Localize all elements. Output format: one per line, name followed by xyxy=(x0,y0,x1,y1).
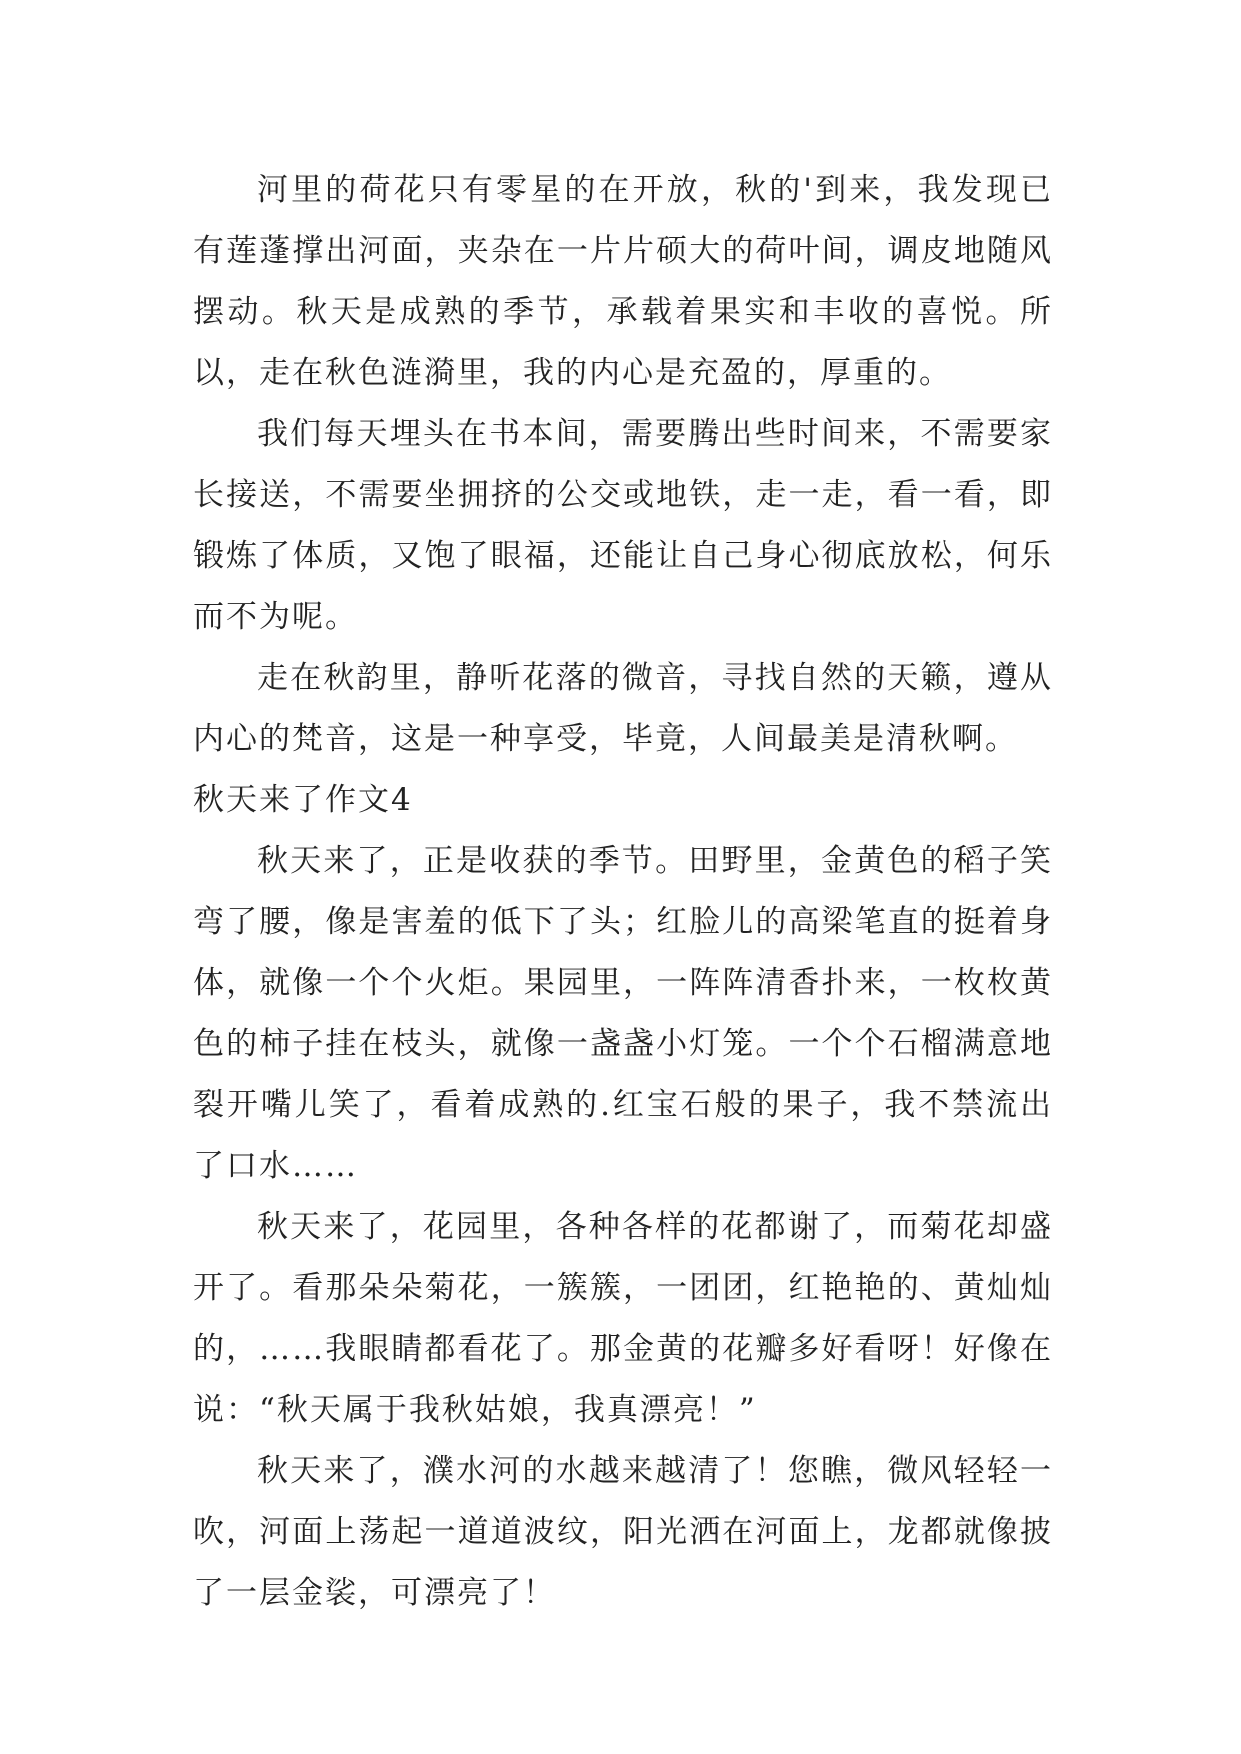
section-heading: 秋天来了作文4 xyxy=(193,782,413,818)
paragraph-river: 秋天来了，濮水河的水越来越清了！您瞧，微风轻轻一吹，河面上荡起一道道波纹，阳光洒在河面上，龙都就像披了一层金裟，可漂亮了！ xyxy=(193,1453,1053,1611)
paragraph-autumn-rhythm: 走在秋韵里，静听花落的微音，寻找自然的天籁，遵从内心的梵音，这是一种享受，毕竟，人间最美是清秋啊。 xyxy=(193,660,1053,757)
paragraph-study-break: 我们每天埋头在书本间，需要腾出些时间来，不需要家长接送，不需要坐拥挤的公交或地铁，走一走，看一看，即锻炼了体质，又饱了眼福，还能让自己身心彻底放松，何乐而不为呢。 xyxy=(193,416,1053,635)
paragraph-chrysanthemum: 秋天来了，花园里，各种各样的花都谢了，而菊花却盛开了。看那朵朵菊花，一簇簇，一团团，红艳艳的、黄灿灿的，……我眼睛都看花了。那金黄的花瓣多好看呀！好像在说：“秋天属于我秋姑娘，我真漂亮！” xyxy=(193,1209,1053,1428)
paragraph-lotus: 河里的荷花只有零星的在开放，秋的'到来，我发现已有莲蓬撑出河面，夹杂在一片片硕大的荷叶间，调皮地随风摆动。秋天是成熟的季节，承载着果实和丰收的喜悦。所以，走在秋色涟漪里，我的内心是充盈的，厚重的。 xyxy=(193,172,1053,391)
document-body xyxy=(193,160,1053,1624)
paragraph-harvest: 秋天来了，正是收获的季节。田野里，金黄色的稻子笑弯了腰，像是害羞的低下了头；红脸儿的高梁笔直的挺着身体，就像一个个火炬。果园里，一阵阵清香扑来，一枚枚黄色的柿子挂在枝头，就像一盏盏小灯笼。一个个石榴满意地裂开嘴儿笑了，看着成熟的.红宝石般的果子，我不禁流出了口水…… xyxy=(193,843,1053,1184)
